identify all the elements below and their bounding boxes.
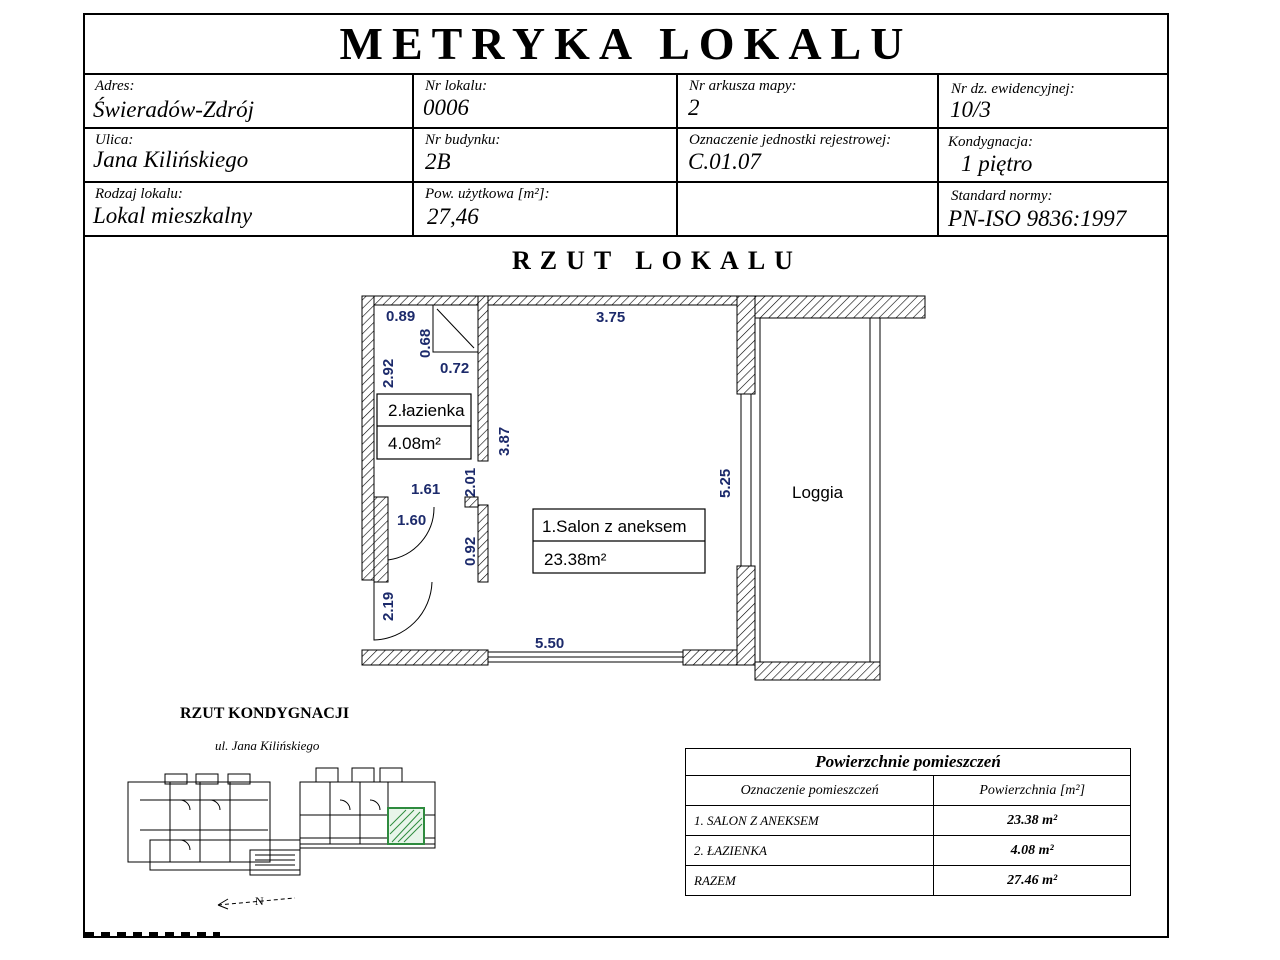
wall bbox=[478, 505, 488, 582]
dim-2-01: 2.01 bbox=[462, 467, 479, 497]
standard-value: PN-ISO 9836:1997 bbox=[948, 206, 1127, 231]
floor-plan-street: ul. Jana Kilińskiego bbox=[215, 738, 320, 753]
floor-plan-drawing bbox=[340, 285, 950, 690]
table-row bbox=[686, 836, 1131, 866]
grid-line bbox=[83, 127, 1169, 129]
table-row bbox=[686, 866, 1131, 896]
oznaczenie-label: Oznaczenie jednostki rejestrowej: bbox=[689, 132, 892, 148]
nr-dz-value: 10/3 bbox=[950, 97, 991, 122]
nr-arkusza-value: 2 bbox=[688, 95, 700, 120]
dim-0-89: 0.89 bbox=[386, 308, 416, 325]
document-title: METRYKA LOKALU bbox=[339, 18, 913, 69]
plan-title: RZUT LOKALU bbox=[512, 246, 802, 275]
rodzaj-label: Rodzaj lokalu: bbox=[95, 186, 183, 202]
nr-budynku-value: 2B bbox=[425, 149, 451, 174]
loggia-wall bbox=[755, 296, 925, 318]
standard-label: Standard normy: bbox=[951, 188, 1053, 204]
ulica-value: Jana Kilińskiego bbox=[93, 147, 249, 172]
dim-2-92: 2.92 bbox=[380, 358, 397, 388]
floor-plan-title: RZUT KONDYGNACJI bbox=[180, 705, 350, 722]
grid-line bbox=[937, 73, 939, 237]
dashed-line bbox=[85, 932, 220, 936]
wall bbox=[465, 497, 478, 507]
areas-table-header-area: Powierzchnia [m²] bbox=[934, 776, 1131, 806]
salon-name: 1.Salon z aneksem bbox=[542, 517, 687, 536]
row-value: 27.46 m² bbox=[934, 866, 1131, 896]
dim-0-72: 0.72 bbox=[440, 360, 470, 377]
wall bbox=[362, 650, 488, 665]
wall bbox=[362, 296, 742, 305]
rodzaj-value: Lokal mieszkalny bbox=[93, 203, 253, 228]
loggia-wall bbox=[755, 662, 880, 680]
kondygnacja-label: Kondygnacja: bbox=[948, 134, 1033, 150]
dim-0-92: 0.92 bbox=[462, 536, 479, 566]
dim-5-25: 5.25 bbox=[717, 468, 734, 498]
areas-table bbox=[685, 748, 1131, 896]
north-label: N bbox=[255, 894, 264, 908]
pow-value: 27,46 bbox=[427, 204, 479, 229]
table-row bbox=[686, 806, 1131, 836]
wall bbox=[362, 296, 374, 580]
row-name: RAZEM bbox=[686, 866, 934, 896]
wall bbox=[737, 296, 755, 394]
row-name: 1. SALON Z ANEKSEM bbox=[686, 806, 934, 836]
grid-line bbox=[83, 73, 1169, 75]
loggia-name: Loggia bbox=[792, 483, 844, 502]
areas-table-header-name: Oznaczenie pomieszczeń bbox=[686, 776, 934, 806]
dim-3-87: 3.87 bbox=[496, 426, 513, 456]
kondygnacja-value: 1 piętro bbox=[961, 151, 1033, 176]
adres-value: Świeradów-Zdrój bbox=[93, 97, 255, 122]
building-floor-plan bbox=[120, 755, 450, 915]
nr-lokalu-label: Nr lokalu: bbox=[425, 78, 488, 94]
dim-1-61: 1.61 bbox=[411, 481, 441, 498]
dim-3-75: 3.75 bbox=[596, 309, 626, 326]
bathroom-name: 2.łazienka bbox=[388, 401, 465, 420]
row-name: 2. ŁAZIENKA bbox=[686, 836, 934, 866]
wall bbox=[478, 296, 488, 461]
grid-line bbox=[83, 235, 1169, 237]
nr-budynku-label: Nr budynku: bbox=[425, 132, 501, 148]
grid-line bbox=[83, 181, 1169, 183]
dim-0-68: 0.68 bbox=[417, 328, 434, 358]
row-value: 23.38 m² bbox=[934, 806, 1131, 836]
grid-line bbox=[412, 73, 414, 237]
areas-table-caption: Powierzchnie pomieszczeń bbox=[686, 749, 1131, 776]
bathroom-area: 4.08m² bbox=[388, 434, 441, 453]
window bbox=[741, 394, 751, 566]
adres-label: Adres: bbox=[95, 78, 135, 94]
dim-5-50: 5.50 bbox=[535, 635, 565, 652]
row-value: 4.08 m² bbox=[934, 836, 1131, 866]
wall bbox=[374, 497, 388, 582]
pow-label: Pow. użytkowa [m²]: bbox=[425, 186, 550, 202]
grid-line bbox=[676, 73, 678, 237]
wall bbox=[737, 566, 755, 665]
nr-arkusza-label: Nr arkusza mapy: bbox=[689, 78, 797, 94]
nr-dz-label: Nr dz. ewidencyjnej: bbox=[951, 81, 1075, 97]
salon-area: 23.38m² bbox=[544, 550, 607, 569]
oznaczenie-value: C.01.07 bbox=[688, 149, 761, 174]
dim-1-60: 1.60 bbox=[397, 512, 427, 529]
ulica-label: Ulica: bbox=[95, 132, 134, 148]
dim-2-19: 2.19 bbox=[380, 591, 397, 621]
nr-lokalu-value: 0006 bbox=[423, 95, 469, 120]
